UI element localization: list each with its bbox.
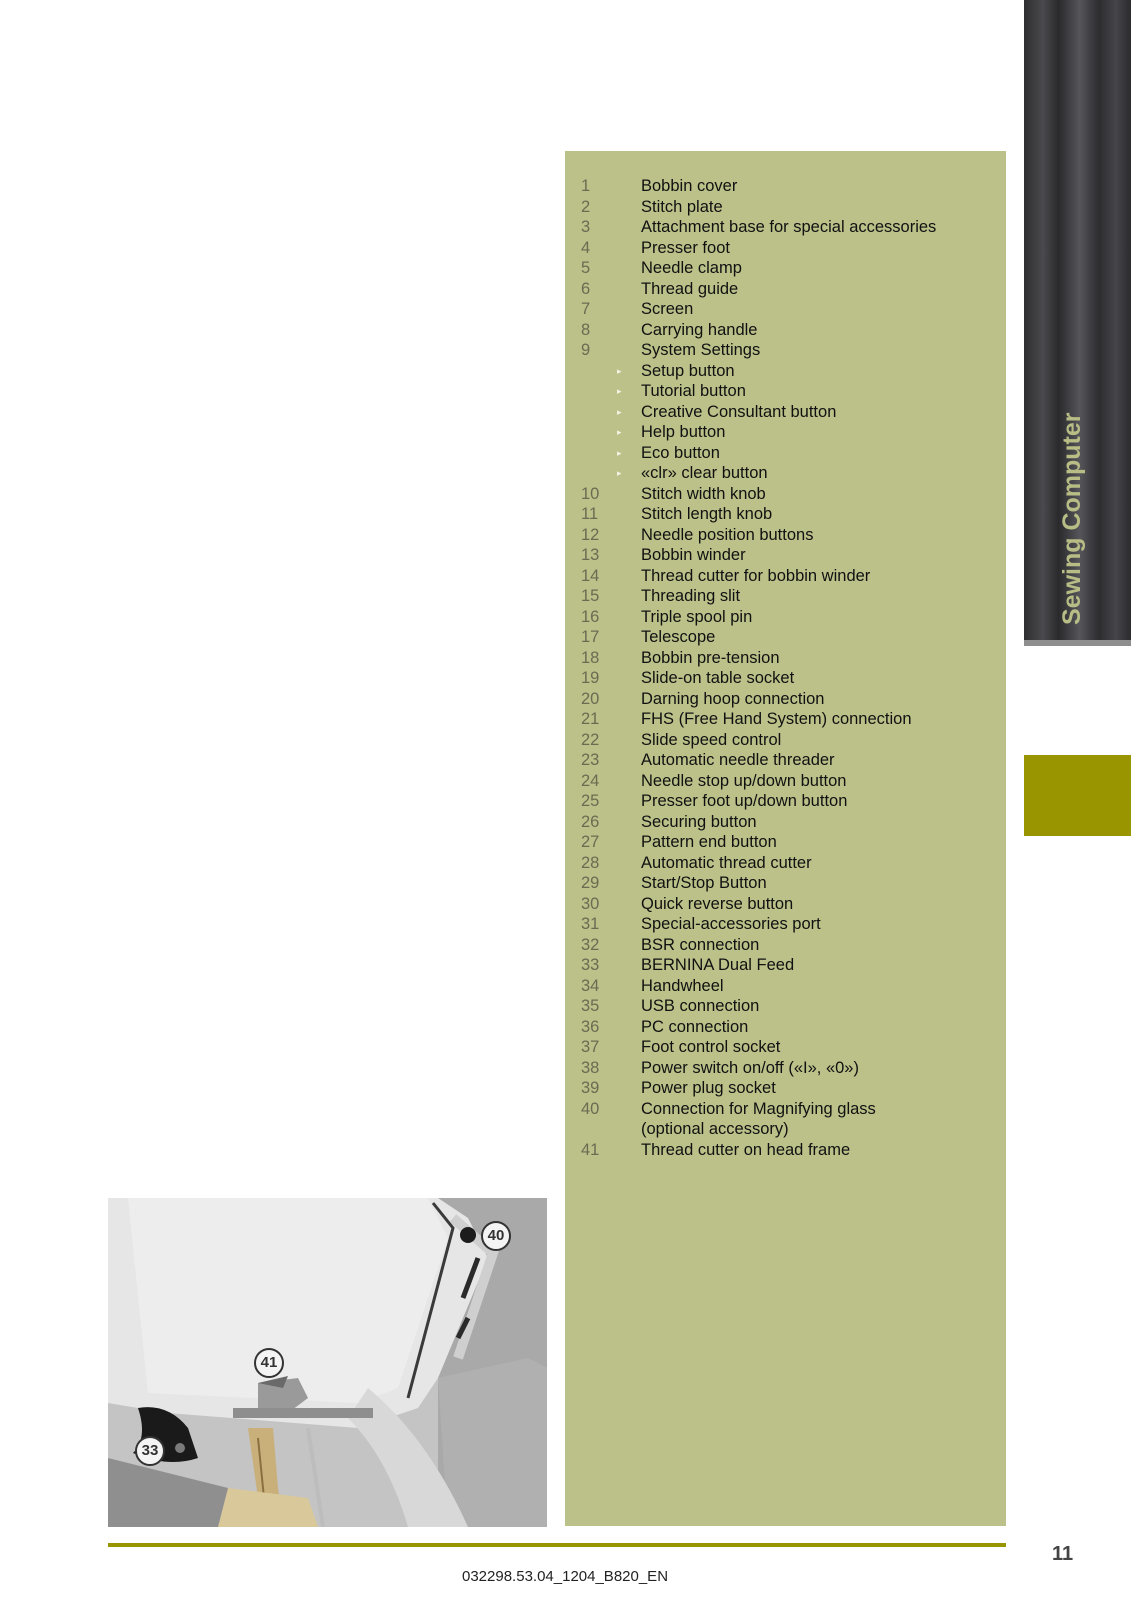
legend-item-number: 39 [581, 1079, 600, 1097]
legend-item-label: Slide speed control [641, 730, 782, 749]
legend-item-label: Start/Stop Button [641, 874, 767, 892]
legend-item-label: Creative Consultant button [641, 402, 837, 421]
legend-item-label: Stitch length knob [641, 505, 773, 523]
triangle-bullet-icon: ▸ [617, 468, 622, 478]
legend-item-label: USB connection [641, 997, 760, 1015]
legend-item-label: BERNINA Dual Feed [641, 956, 795, 974]
legend-panel [565, 151, 1006, 1526]
document-code: 032298.53.04_1204_B820_EN [462, 1568, 669, 1585]
legend-item-number: 2 [581, 197, 591, 216]
legend-item-number: 1 [581, 177, 591, 195]
legend-item-label: Bobbin pre-tension [641, 648, 780, 667]
legend-item-label: Connection for Magnifying glass [641, 1099, 876, 1118]
footer-rule [108, 1543, 1006, 1547]
legend-item-label: Setup button [641, 361, 735, 380]
legend-item-number: 20 [581, 689, 600, 708]
legend-item-label: Needle stop up/down button [641, 771, 847, 790]
legend-item-label: Handwheel [641, 976, 724, 995]
legend-item-label: FHS (Free Hand System) connection [641, 710, 912, 728]
legend-item-label: Darning hoop connection [641, 689, 825, 708]
legend-item-label: Screen [641, 300, 694, 318]
legend-item-label: Stitch width knob [641, 484, 766, 503]
callout-33: 33 [135, 1436, 165, 1466]
triangle-bullet-icon: ▸ [617, 365, 622, 376]
legend-item-label: Eco button [641, 443, 720, 462]
legend-item-label: Thread cutter on head frame [641, 1140, 851, 1159]
legend-item-label: Attachment base for special accessories [641, 218, 937, 236]
legend-item-label: Triple spool pin [641, 607, 753, 626]
legend-item-label: Presser foot up/down button [641, 792, 848, 810]
legend-item-label: System Settings [641, 341, 761, 359]
legend-item-number: 17 [581, 628, 600, 646]
legend-item-label: PC connection [641, 1017, 749, 1036]
legend-item-number: 25 [581, 792, 600, 810]
legend-item-label: Telescope [641, 628, 716, 646]
legend-item-number: 8 [581, 320, 591, 339]
legend-item-label: Foot control socket [641, 1038, 781, 1056]
legend-item-number: 7 [581, 300, 591, 318]
legend-item-label: Special-accessories port [641, 915, 821, 933]
legend-item-number: 40 [581, 1099, 600, 1118]
legend-item-number: 13 [581, 546, 600, 564]
legend-item-label: Carrying handle [641, 320, 758, 339]
legend-item-number: 5 [581, 259, 591, 277]
legend-item-number: 21 [581, 710, 600, 728]
legend-item-number: 30 [581, 894, 600, 913]
legend-item-label: Pattern end button [641, 833, 777, 851]
triangle-bullet-icon: ▸ [617, 427, 622, 437]
legend-item-number: 3 [581, 218, 591, 236]
legend-item-label: Securing button [641, 812, 757, 831]
legend-item-label: Presser foot [641, 238, 730, 257]
legend-item-label: Help button [641, 423, 726, 441]
legend-item-number: 26 [581, 812, 600, 831]
legend-item-label: BSR connection [641, 935, 760, 954]
legend-item-label: Stitch plate [641, 197, 723, 216]
legend-item-number: 36 [581, 1017, 600, 1036]
legend-item-number: 29 [581, 874, 600, 892]
legend-item-label: Automatic needle threader [641, 751, 835, 769]
legend-item-number: 31 [581, 915, 600, 933]
machine-head-photo [108, 1198, 547, 1527]
legend-item-label: Automatic thread cutter [641, 853, 812, 872]
legend-item-label: Needle position buttons [641, 525, 814, 544]
page-number: 11 [1052, 1543, 1074, 1565]
legend-item-label: (optional accessory) [641, 1120, 789, 1138]
legend-item-number: 11 [581, 505, 599, 523]
legend-item-number: 34 [581, 976, 600, 995]
legend-item-label: Slide-on table socket [641, 669, 795, 687]
triangle-bullet-icon: ▸ [617, 447, 622, 458]
legend-item-number: 27 [581, 833, 600, 851]
legend-item-number: 9 [581, 341, 591, 359]
legend-item-number: 24 [581, 771, 600, 790]
legend-item-number: 28 [581, 853, 600, 872]
legend-item-number: 19 [581, 669, 600, 687]
legend-item-label: Bobbin cover [641, 177, 738, 195]
legend-item-label: «clr» clear button [641, 464, 768, 482]
legend-item-label: Thread cutter for bobbin winder [641, 566, 871, 585]
legend-item-label: Power switch on/off («I», «0») [641, 1058, 859, 1077]
triangle-bullet-icon: ▸ [617, 406, 622, 417]
callout-40: 40 [481, 1221, 511, 1251]
chapter-tab-marker [1024, 755, 1131, 836]
section-tab-edge [1024, 640, 1131, 646]
legend-item-number: 15 [581, 587, 600, 605]
legend-item-number: 12 [581, 525, 600, 544]
callout-41: 41 [254, 1348, 284, 1378]
legend-item-label: Threading slit [641, 587, 741, 605]
legend-item-label: Quick reverse button [641, 894, 794, 913]
legend-item-label: Needle clamp [641, 259, 742, 277]
legend-item-number: 14 [581, 566, 600, 585]
machine-head-illustration [108, 1198, 547, 1527]
legend-item-number: 35 [581, 997, 600, 1015]
legend-item-number: 32 [581, 935, 600, 954]
triangle-bullet-icon: ▸ [617, 386, 622, 396]
legend-item-number: 10 [581, 484, 600, 503]
legend-item-number: 16 [581, 607, 600, 626]
section-title: Sewing Computer [1058, 412, 1086, 625]
legend-item-number: 41 [581, 1140, 600, 1159]
legend-item-label: Bobbin winder [641, 546, 746, 564]
legend-item-number: 22 [581, 730, 600, 749]
legend-item-number: 6 [581, 279, 591, 298]
legend-item-number: 38 [581, 1058, 600, 1077]
legend-item-label: Power plug socket [641, 1079, 776, 1097]
legend-item-number: 23 [581, 751, 600, 769]
legend-item-number: 33 [581, 956, 600, 974]
legend-item-number: 4 [581, 238, 591, 257]
legend-item-number: 18 [581, 648, 600, 667]
legend-item-label: Thread guide [641, 279, 739, 298]
legend-item-label: Tutorial button [641, 382, 746, 400]
legend-item-number: 37 [581, 1038, 600, 1056]
